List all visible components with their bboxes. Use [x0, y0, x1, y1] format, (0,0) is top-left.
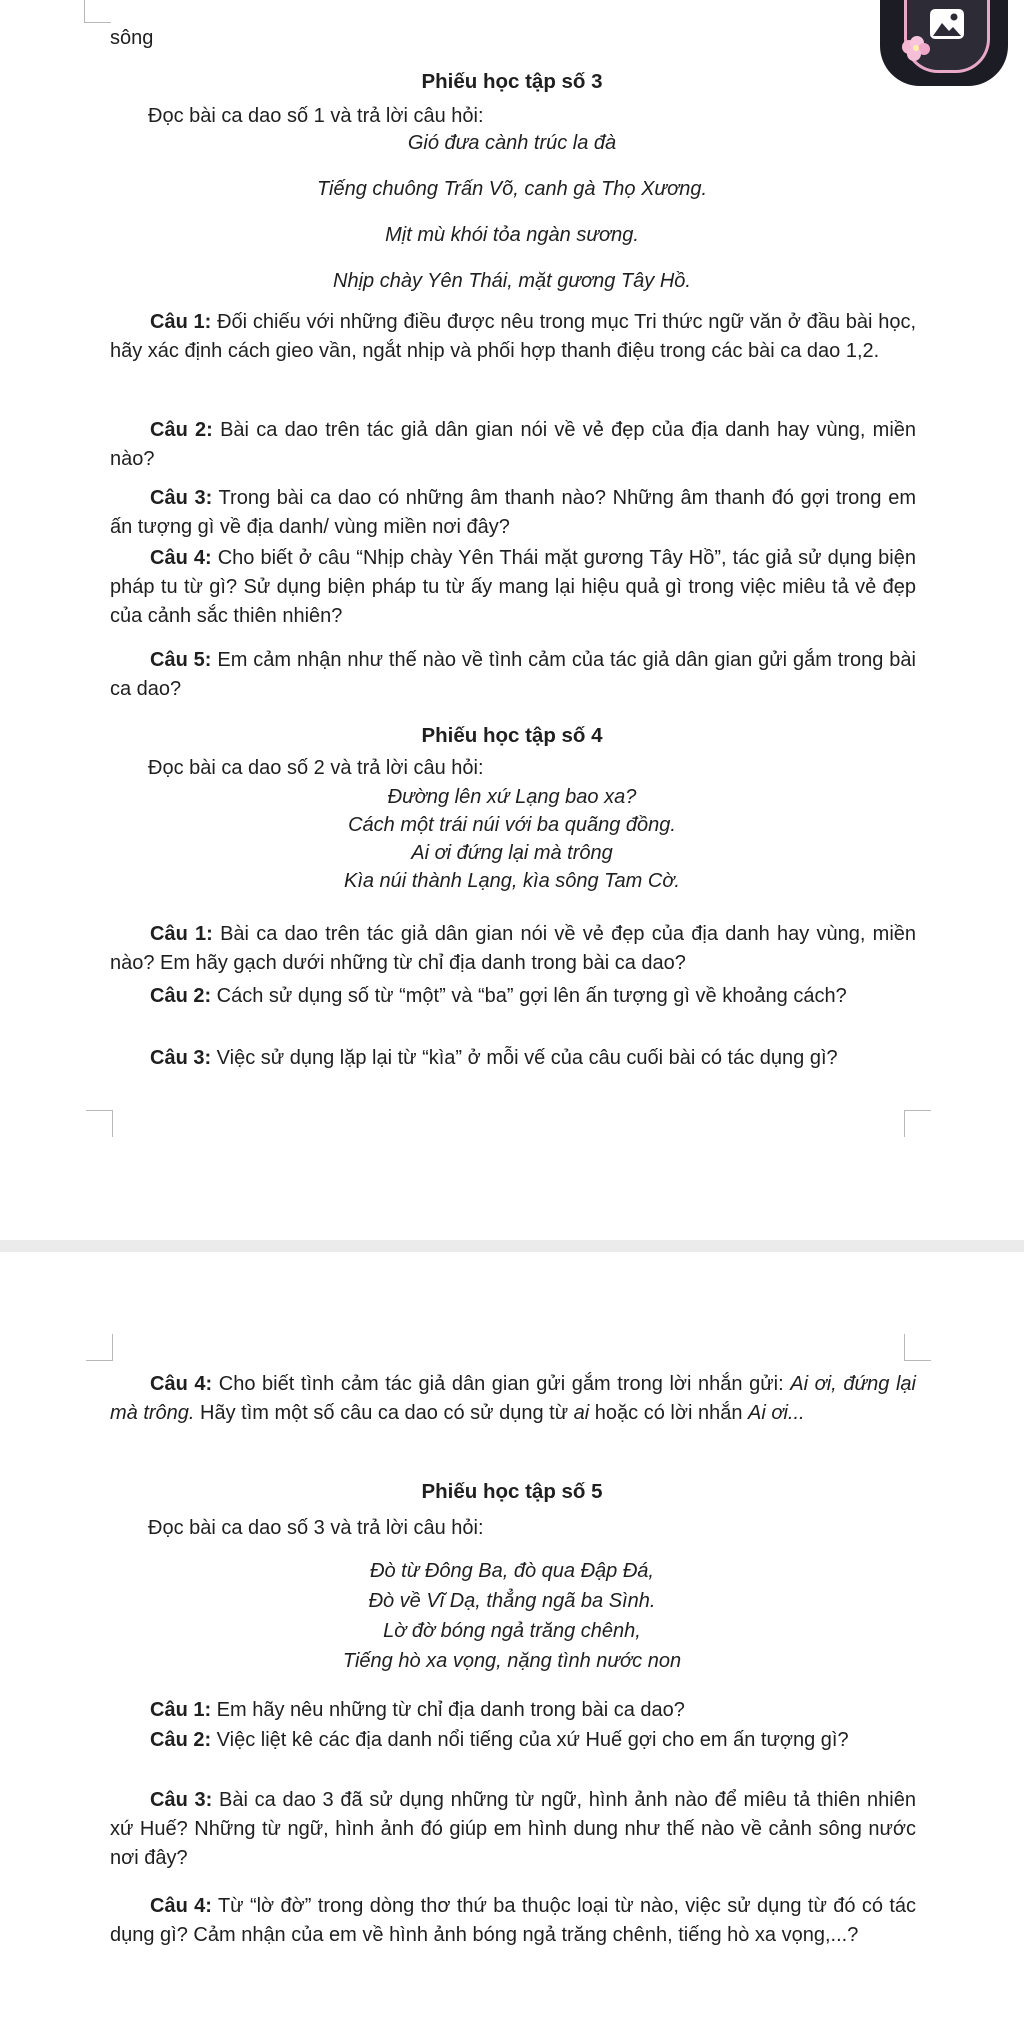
- question-label: Câu 2:: [150, 1729, 212, 1751]
- question-text: hoặc có lời nhắn: [589, 1402, 749, 1424]
- question-label: Câu 2:: [150, 985, 212, 1007]
- question-item: [110, 646, 916, 704]
- question-item: [110, 416, 916, 474]
- question-text: Việc sử dụng lặp lại từ “kìa” ở mỗi vế của câu cuối bài có tác dụng gì?: [211, 1047, 838, 1069]
- question-label: Câu 3:: [150, 487, 213, 509]
- page-corner-mark: [904, 1334, 931, 1361]
- question-item: [110, 1892, 916, 1950]
- verse-line: Đò từ Đông Ba, đò qua Đập Đá,: [370, 1560, 654, 1582]
- question-text: Cho biết tình cảm tác giả dân gian gửi gắm trong lời nhắn gửi:: [212, 1373, 791, 1395]
- verse-line: Lờ đờ bóng ngả trăng chênh,: [383, 1620, 641, 1642]
- question-label: Câu 2:: [150, 419, 213, 441]
- question-item: [110, 982, 916, 1011]
- question-item: [110, 308, 916, 366]
- flower-sticker-icon: [897, 34, 937, 68]
- page-corner-mark: [86, 1110, 113, 1137]
- floating-gallery-button[interactable]: [880, 0, 1008, 86]
- verse-line: Mịt mù khói tỏa ngàn sương.: [385, 224, 639, 246]
- question-quote: Ai ơi...: [748, 1402, 805, 1424]
- question-text: Bài ca dao trên tác giả dân gian nói về vẻ đẹp của địa danh hay vùng, miền nào?: [110, 419, 917, 470]
- question-item: [110, 484, 916, 542]
- question-label: Câu 3:: [150, 1047, 212, 1069]
- document-page-2: [0, 1252, 1024, 2024]
- verse-line: Kìa núi thành Lạng, kìa sông Tam Cờ.: [343, 870, 680, 892]
- worksheet-title: Phiếu học tập số 5: [421, 1480, 603, 1503]
- page-corner-mark: [84, 0, 111, 23]
- verse-line: Đò về Vĩ Dạ, thẳng ngã ba Sình.: [368, 1590, 656, 1612]
- question-text: Từ “lờ đờ” trong dòng thơ thứ ba thuộc loại từ nào, việc sử dụng từ đó có tác dụng gì? Cảm nhận của em về hình ảnh bóng ngả trăng chênh, tiếng hò xa vọng,...?: [110, 1895, 917, 1946]
- question-label: Câu 4:: [150, 547, 212, 569]
- worksheet-title: Phiếu học tập số 3: [421, 70, 603, 93]
- question-text: Bài ca dao 3 đã sử dụng những từ ngữ, hình ảnh nào để miêu tả thiên nhiên xứ Huế? Những từ ngữ, hình ảnh đó giúp em hình dung như thế nào về cảnh sông nước nơi đây?: [110, 1789, 916, 1869]
- question-label: Câu 1:: [150, 923, 213, 945]
- worksheet-instruction: Đọc bài ca dao số 2 và trả lời câu hỏi:: [148, 757, 484, 779]
- question-item: [110, 1696, 916, 1725]
- question-label: Câu 4:: [150, 1373, 213, 1395]
- question-text: Hãy tìm một số câu ca dao có sử dụng từ: [194, 1402, 574, 1424]
- verse-line: Tiếng hò xa vọng, nặng tình nước non: [342, 1650, 682, 1672]
- verse-line: Ai ơi đứng lại mà trông: [411, 842, 613, 864]
- question-item: [110, 1786, 916, 1873]
- verse-line: Đường lên xứ Lạng bao xa?: [387, 786, 637, 808]
- question-label: Câu 4:: [150, 1895, 212, 1917]
- question-quote: ai: [573, 1402, 590, 1424]
- question-text: Việc liệt kê các địa danh nổi tiếng của xứ Huế gợi cho em ấn tượng gì?: [211, 1729, 849, 1751]
- page-separator: [0, 1240, 1024, 1252]
- worksheet-title: Phiếu học tập số 4: [421, 724, 603, 747]
- question-text: Trong bài ca dao có những âm thanh nào? Những âm thanh đó gợi trong em ấn tượng gì về địa danh/ vùng miền nơi đây?: [110, 487, 917, 538]
- question-label: Câu 3:: [150, 1789, 213, 1811]
- page-corner-mark: [904, 1110, 931, 1137]
- page-fragment-text: sông: [110, 27, 154, 49]
- verse-line: Nhịp chày Yên Thái, mặt gương Tây Hồ.: [333, 270, 691, 292]
- question-text: Em cảm nhận như thế nào về tình cảm của tác giả dân gian gửi gắm trong bài ca dao?: [110, 649, 916, 700]
- worksheet-instruction: Đọc bài ca dao số 1 và trả lời câu hỏi:: [148, 105, 484, 127]
- worksheet-instruction: Đọc bài ca dao số 3 và trả lời câu hỏi:: [148, 1517, 484, 1539]
- question-label: Câu 1:: [150, 311, 212, 333]
- verse-line: Cách một trái núi với ba quãng đồng.: [348, 814, 676, 836]
- question-item: [110, 1044, 916, 1073]
- question-text: Đối chiếu với những điều được nêu trong mục Tri thức ngữ văn ở đầu bài học, hãy xác định cách gieo vần, ngắt nhịp và phối hợp thanh điệu trong các bài ca dao 1,2.: [110, 311, 917, 362]
- question-label: Câu 5:: [150, 649, 212, 671]
- question-label: Câu 1:: [150, 1699, 212, 1721]
- question-item: [110, 920, 916, 978]
- question-item: [110, 1726, 916, 1755]
- verse-line: Gió đưa cành trúc la đà: [407, 132, 617, 154]
- question-text: Em hãy nêu những từ chỉ địa danh trong bài ca dao?: [211, 1699, 685, 1721]
- question-quote: Ai ơi, đứng lại mà trông.: [110, 1373, 916, 1424]
- verse-line: Tiếng chuông Trấn Võ, canh gà Thọ Xương.: [316, 178, 707, 200]
- question-item: [110, 544, 916, 631]
- question-text: Cho biết ở câu “Nhịp chày Yên Thái mặt gương Tây Hồ”, tác giả sử dụng biện pháp tu từ gì? Sử dụng biện pháp tu từ ấy mang lại hiệu quả gì trong việc miêu tả vẻ đẹp của cảnh sắc thiên nhiên?: [110, 547, 916, 627]
- question-item: [110, 1370, 916, 1428]
- page-corner-mark: [86, 1334, 113, 1361]
- question-text: Bài ca dao trên tác giả dân gian nói về vẻ đẹp của địa danh hay vùng, miền nào? Em hãy gạch dưới những từ chỉ địa danh trong bài ca dao?: [110, 923, 917, 974]
- question-text: Cách sử dụng số từ “một” và “ba” gợi lên ấn tượng gì về khoảng cách?: [211, 985, 847, 1007]
- gallery-button-ring: [904, 0, 990, 73]
